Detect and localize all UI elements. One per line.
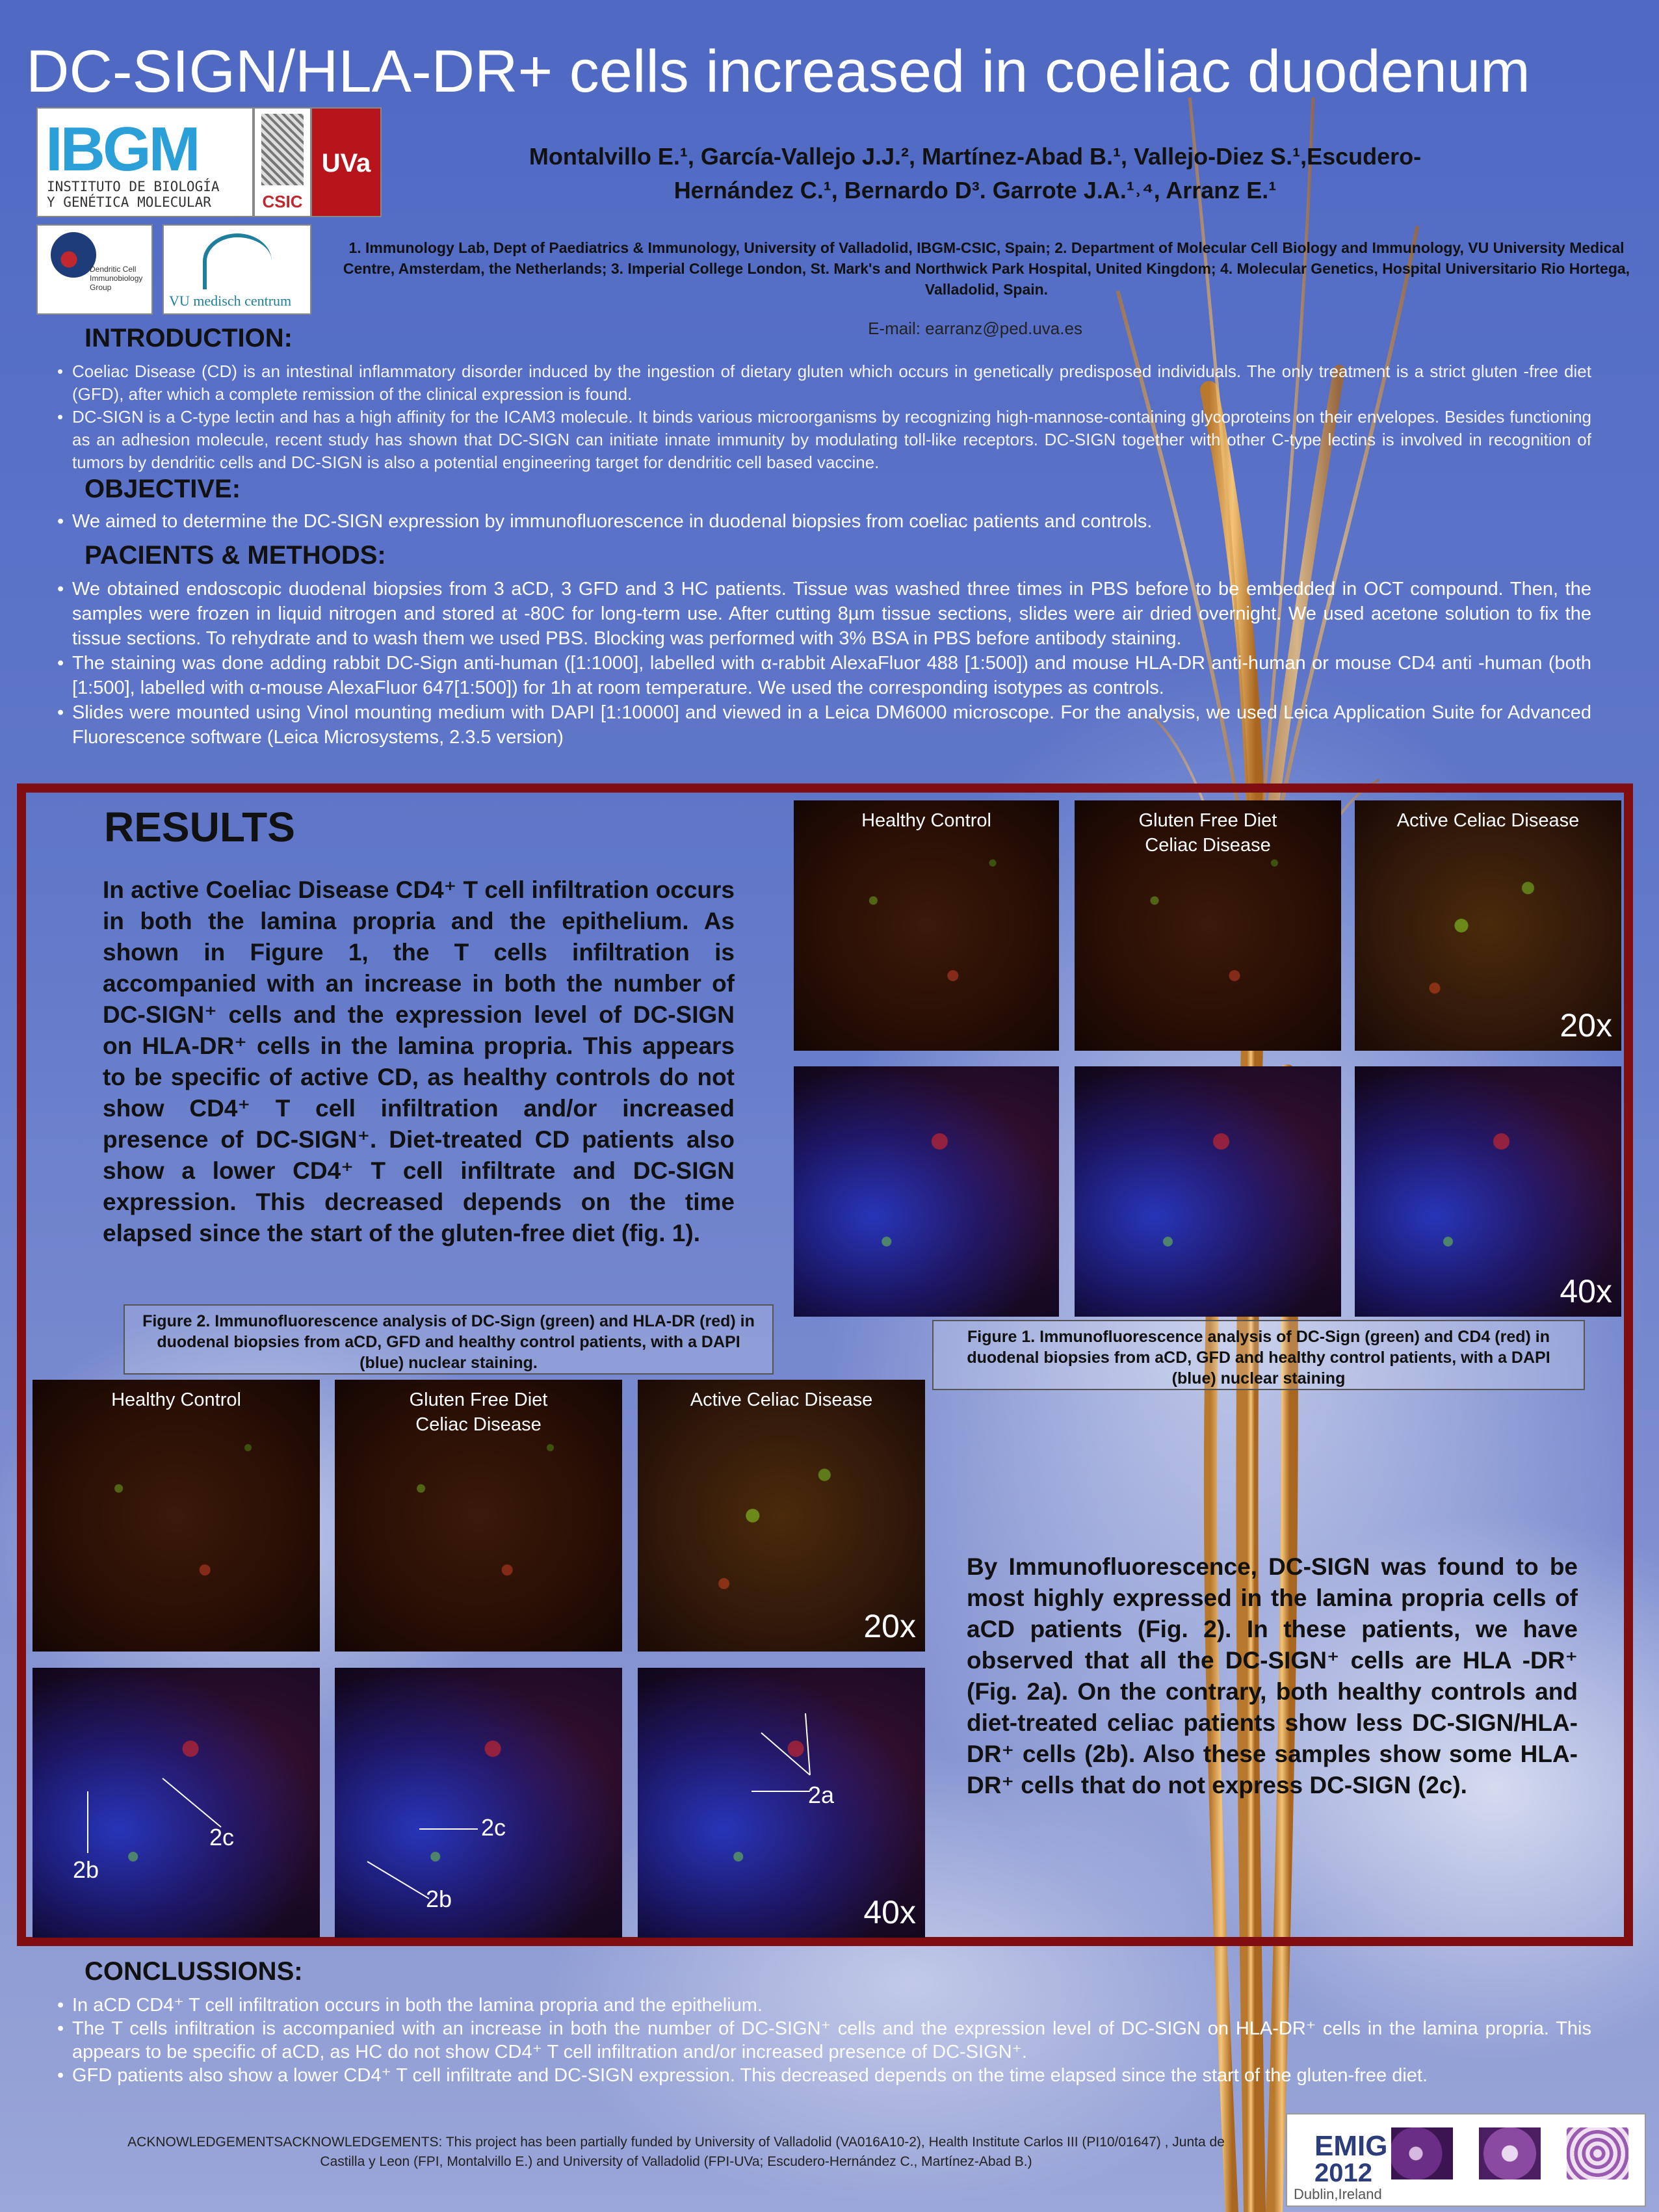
annotation-2c: 2c — [209, 1824, 235, 1850]
figure1-healthy-control-40x — [794, 1066, 1059, 1317]
methods-text — [57, 577, 1591, 750]
emig-logo-year: 2012 — [1314, 2159, 1372, 2187]
figure2-healthy-control-20x — [33, 1380, 320, 1652]
conclusions-heading: CONCLUSSIONS: — [85, 1957, 303, 1986]
introduction-bullet: • DC-SIGN is a C-type lectin and has a high affinity for the ICAM3 molecule. It binds various microorganisms by recognizing high-mannose-containing glycoproteins on their envelopes. Besides functioning as an adhesion molecule, recent study has shown that DC-SIGN can initiate innate immunity by modulating toll-like receptors. DC-SIGN together with other C-type lectins is involved in recognition of tumors by dendritic cells and DC-SIGN is also a potential engineering target for dendritic cell based vaccine. — [57, 406, 1591, 474]
introduction-heading: INTRODUCTION: — [85, 324, 293, 352]
vu-medisch-centrum-logo — [163, 224, 311, 315]
histology-thumbnail — [1479, 2127, 1541, 2179]
annotation-2a: 2a — [808, 1782, 835, 1808]
emig-logo-place: Dublin,Ireland — [1294, 2186, 1382, 2202]
figure2-active-celiac-40x — [638, 1668, 925, 1938]
results-text-figure2: By Immunofluorescence, DC-SIGN was found to be most highly expressed in the lamina propria cells of aCD patients (Fig. 2). In these patients, we have observed that all the DC-SIGN⁺ cells are HLA -DR⁺ (Fig. 2a). On the contrary, both healthy controls and diet-treated celiac patients show less DC-SIGN/HLA-DR⁺ cells (2b). Also these samples show some HLA-DR⁺ cells that do not express DC-SIGN (2c). — [967, 1553, 1578, 1798]
annotation-2b: 2b — [426, 1886, 452, 1912]
figure1-healthy-control-20x — [794, 800, 1059, 1051]
figure1-label-active-celiac: Active Celiac Disease — [1396, 810, 1580, 831]
methods-bullet: • We obtained endoscopic duodenal biopsies from 3 aCD, 3 GFD and 3 HC patients. Tissue was washed three times in PBS before to be embedded in OCT compound. Then, the samples were frozen in liquid nitrogen and stored at -80C for long-term use. After cutting 8µm tissue sections, slides were air dried overnight. We used acetone solution to fix the tissue sections. To rehydrate and to wash them we used PBS. Blocking was performed with 3% BSA in PBS before antibody staining. — [57, 577, 1591, 651]
figure2-caption: Figure 2. Immunofluorescence analysis of DC-Sign (green) and HLA-DR (red) in duodenal biopsies from aCD, GFD and healthy control patients, with a DAPI (blue) nuclear staining. — [124, 1304, 774, 1375]
figure2-magnification-40x: 40x — [863, 1894, 916, 1930]
figure2-annotation-lines — [33, 1668, 320, 1938]
vu-arc-icon — [203, 233, 272, 289]
figure2-label-gluten-free: Gluten Free Diet Celiac Disease — [409, 1389, 548, 1435]
uva-logo-text: UVa — [321, 149, 371, 178]
figure2-label-healthy-control: Healthy Control — [111, 1389, 241, 1410]
figure1-caption: Figure 1. Immunofluorescence analysis of DC-Sign (green) and CD4 (red) in duodenal biopsies from aCD, GFD and healthy control patients, with a DAPI (blue) nuclear staining — [932, 1320, 1585, 1390]
introduction-text — [57, 360, 1591, 474]
figure2-gluten-free-40x — [335, 1668, 622, 1938]
emig-logo-text: EMIG — [1314, 2130, 1388, 2162]
objective-bullet: • We aimed to determine the DC-SIGN expression by immunofluorescence in duodenal biopsies from coeliac patients and controls. — [57, 510, 1591, 533]
conclusions-bullet: • The T cells infiltration is accompanied with an increase in both the number of DC-SIGN⁺ cells and the expression level of DC-SIGN on HLA-DR⁺ cells in the lamina propria. This appears to be specific of aCD, as HC do not show CD4⁺ T cell infiltration and/or increased presence of DC-SIGN⁺. — [57, 2017, 1591, 2064]
annotation-2c: 2c — [481, 1814, 506, 1841]
conclusions-bullet: • In aCD CD4⁺ T cell infiltration occurs in both the lamina propria and the epithelium. — [57, 1994, 1591, 2017]
figure1-magnification-20x: 20x — [1560, 1007, 1612, 1044]
figure2-label-active-celiac: Active Celiac Disease — [690, 1389, 873, 1410]
figure1-gluten-free-40x — [1075, 1066, 1341, 1317]
dendritic-cell-group-logo — [36, 224, 153, 315]
emig-2012-logo — [1286, 2113, 1646, 2207]
histology-thumbnail — [1391, 2127, 1453, 2179]
affiliations: 1. Immunology Lab, Dept of Paediatrics & Immunology, University of Valladolid, IBGM-CSIC, Spain; 2. Department of Molecular Cell Biology and Immunology, VU University Medical Centre, Amsterdam, the Netherlands; 3. Imperial College London, St. Mark's and Northwick Park Hospital, United Kingdom; 4. Molecular Genetics, Hospital Universitario Rio Hortega, Valladolid, Spain. — [343, 239, 1630, 298]
methods-heading: PACIENTS & METHODS: — [85, 541, 386, 570]
methods-bullet: • Slides were mounted using Vinol mounting medium with DAPI [1:10000] and viewed in a Leica DM6000 microscope. For the analysis, we used Leica Application Suite for Advanced Fluorescence software (Leica Microsystems, 2.3.5 version) — [57, 700, 1591, 750]
uva-logo — [311, 107, 382, 217]
figure2-healthy-control-40x — [33, 1668, 320, 1938]
figure2-gluten-free-20x — [335, 1380, 622, 1652]
figure2-annotation-lines — [335, 1668, 622, 1938]
csic-logo-text: CSIC — [262, 192, 303, 211]
figure1-magnification-40x: 40x — [1560, 1273, 1612, 1310]
figure1-active-celiac-20x — [1355, 800, 1621, 1051]
objective-heading: OBJECTIVE: — [85, 475, 241, 503]
methods-bullet: • The staining was done adding rabbit DC-Sign anti-human ([1:1000], labelled with α-rabbit AlexaFluor 488 [1:500]) and mouse HLA-DR anti-human or mouse CD4 anti -human (both [1:500], labelled with α-mouse AlexaFluor 647[1:500]) for 1h at room temperature. We used the corresponding isotypes as controls. — [57, 651, 1591, 700]
conclusions-text — [57, 1994, 1591, 2087]
conclusions-bullet: • GFD patients also show a lower CD4⁺ T cell infiltrate and DC-SIGN expression. This decreased depends on the time elapsed since the start of the gluten-free diet. — [57, 2064, 1591, 2087]
authors: Montalvillo E.¹, García-Vallejo J.J.², Martínez-Abad B.¹, Vallejo-Diez S.¹,Escudero- Hernández C.¹, Bernardo D³. Garrote J.A.¹˒⁴, Arranz E.¹ — [529, 143, 1422, 204]
results-heading: RESULTS — [104, 804, 295, 850]
figure1-label-gluten-free: Gluten Free Diet Celiac Disease — [1138, 810, 1277, 856]
results-text-figure1: In active Coeliac Disease CD4⁺ T cell infiltration occurs in both the lamina propria and the epithelium. As shown in Figure 1, the T cells infiltration is accompanied with an increase in both the number of DC-SIGN⁺ cells and the expression level of DC-SIGN on HLA-DR⁺ cells in the lamina propria. This appears to be specific of active CD, as healthy controls do not show CD4⁺ T cell infiltration and/or increased presence of DC-SIGN⁺. Diet-treated CD patients also show a lower CD4⁺ T cell infiltrate and DC-SIGN expression. This decreased depends on the time elapsed since the start of the gluten-free diet (fig. 1). — [103, 876, 735, 1246]
ibgm-logo-mark: IBGM — [46, 114, 198, 184]
figure1-active-celiac-40x — [1355, 1066, 1621, 1317]
acknowledgements: ACKNOWLEDGEMENTSACKNOWLEDGEMENTS: This project has been partially funded by University of Valladolid (VA016A10-2), Health Institute Carlos III (PI10/01647) , Junta de Castilla y Leon (FPI, Montalvillo E.) and University of Valladolid (FPI-UVa; Escudero-Hernández C., Martínez-Abad B.) — [127, 2135, 1225, 2169]
figure2-active-celiac-20x — [638, 1380, 925, 1652]
poster-title: DC-SIGN/HLA-DR+ cells increased in coeliac duodenum — [26, 38, 1530, 105]
figure1-label-healthy-control: Healthy Control — [861, 810, 991, 831]
objective-text — [57, 510, 1591, 533]
csic-logo — [254, 107, 311, 217]
introduction-bullet: • Coeliac Disease (CD) is an intestinal inflammatory disorder induced by the ingestion of dietary gluten which occurs in genetically predisposed individuals. The only treatment is a strict gluten -free diet (GFD), after which a complete remission of the clinical expression is found. — [57, 360, 1591, 406]
csic-logo-pattern — [261, 114, 304, 185]
contact-email: E-mail: earranz@ped.uva.es — [868, 319, 1082, 338]
vu-logo-text: VU medisch centrum — [169, 293, 292, 309]
ibgm-logo-subtitle: INSTITUTO DE BIOLOGÍA Y GENÉTICA MOLECULAR — [47, 179, 220, 210]
dendritic-cell-group-text: Dendritic Cell Immunobiology Group — [90, 265, 143, 292]
figure1-gluten-free-20x — [1075, 800, 1341, 1051]
figure2-magnification-20x: 20x — [863, 1608, 916, 1644]
annotation-2b: 2b — [73, 1856, 99, 1883]
ibgm-logo — [36, 107, 254, 217]
histology-thumbnail — [1567, 2127, 1628, 2179]
